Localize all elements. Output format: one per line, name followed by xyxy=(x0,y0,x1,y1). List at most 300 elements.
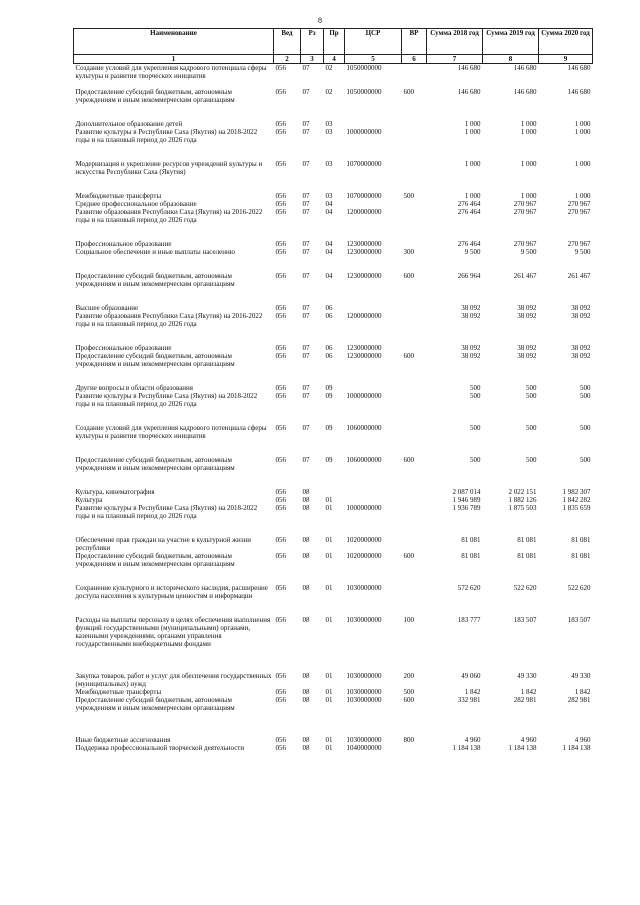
row-sum-2020: 1 000 xyxy=(574,119,591,128)
row-vr xyxy=(402,424,427,456)
row-csr: 1230000000 xyxy=(346,247,382,256)
row-name: Закупка товаров, работ и услуг для обеспечения государственных (муниципальных) нужд xyxy=(75,671,272,688)
row-ved: 056 xyxy=(275,583,286,592)
row-sum-2018: 183 777 xyxy=(457,615,481,624)
row-csr: 1040000000 xyxy=(346,743,382,752)
row-name: Развитие культуры в Республике Саха (Якутия) на 2018-2022 годы и на плановый период до 2026 года xyxy=(75,127,258,144)
row-sum-2018: 572 620 xyxy=(457,583,481,592)
row-vr xyxy=(402,536,427,552)
row-ved: 056 xyxy=(275,695,286,704)
row-pr: 01 xyxy=(325,671,333,680)
row-pr: 01 xyxy=(325,743,333,752)
row-rz: 07 xyxy=(302,391,310,400)
table-row xyxy=(74,672,593,688)
column-number: 3 xyxy=(301,55,324,64)
row-ved: 056 xyxy=(275,127,286,136)
row-sum-2018: 81 081 xyxy=(461,551,481,560)
row-pr: 01 xyxy=(325,735,333,744)
row-ved: 056 xyxy=(275,495,286,504)
table-row xyxy=(74,128,593,160)
row-sum-2019: 500 xyxy=(526,423,537,432)
row-sum-2019: 522 620 xyxy=(513,583,537,592)
row-pr: 03 xyxy=(325,191,333,200)
row-sum-2019: 9 500 xyxy=(520,247,537,256)
row-csr: 1050000000 xyxy=(346,64,382,72)
row-rz: 08 xyxy=(302,615,310,624)
table-row xyxy=(74,344,593,352)
row-csr: 1000000000 xyxy=(346,127,382,136)
row-sum-2019: 38 092 xyxy=(517,343,537,352)
row-rz: 07 xyxy=(302,207,310,216)
column-number: 1 xyxy=(74,55,274,64)
row-sum-2019: 38 092 xyxy=(517,311,537,320)
row-sum-2018: 266 964 xyxy=(457,271,481,280)
table-row xyxy=(74,120,593,128)
row-pr: 04 xyxy=(325,247,333,256)
row-name: Развитие культуры в Республике Саха (Якутия) на 2018-2022 годы и на плановый период до 2026 года xyxy=(75,391,258,408)
row-ved: 056 xyxy=(275,271,286,280)
row-sum-2018: 332 981 xyxy=(457,695,481,704)
row-vr: 500 xyxy=(403,191,414,200)
row-rz: 08 xyxy=(302,687,310,696)
row-sum-2018: 4 960 xyxy=(464,735,481,744)
row-ved: 056 xyxy=(275,303,286,312)
row-csr: 1030000000 xyxy=(346,671,382,680)
row-vr: 600 xyxy=(403,271,414,280)
row-name: Культура, кинематография xyxy=(75,487,155,496)
row-rz: 07 xyxy=(302,239,310,248)
row-rz: 07 xyxy=(302,343,310,352)
table-row xyxy=(74,312,593,344)
row-vr: 100 xyxy=(403,615,414,624)
table-row xyxy=(74,88,593,120)
table-row xyxy=(74,384,593,392)
row-ved: 056 xyxy=(275,735,286,744)
row-sum-2020: 500 xyxy=(580,391,591,400)
row-name: Межбюджетные трансферты xyxy=(75,191,162,200)
row-vr xyxy=(402,304,427,312)
row-ved: 056 xyxy=(275,487,286,496)
column-number: 9 xyxy=(539,55,593,64)
row-name: Предоставление субсидий бюджетным, автономным учреждениям и иным некоммерческим организациям xyxy=(75,351,235,368)
row-sum-2018: 38 092 xyxy=(461,351,481,360)
row-ved: 056 xyxy=(275,535,286,544)
row-rz: 07 xyxy=(302,351,310,360)
row-vr xyxy=(402,200,427,208)
header-sum-2019: Сумма 2019 год xyxy=(483,29,539,55)
table-row xyxy=(74,352,593,384)
row-csr: 1000000000 xyxy=(346,391,382,400)
row-csr: 1030000000 xyxy=(346,695,382,704)
table-row xyxy=(74,160,593,192)
row-csr: 1230000000 xyxy=(346,271,382,280)
row-ved: 056 xyxy=(275,423,286,432)
row-sum-2019: 1 882 126 xyxy=(508,495,537,504)
row-sum-2020: 1 184 138 xyxy=(562,743,591,752)
row-sum-2019: 146 680 xyxy=(513,64,537,72)
row-csr xyxy=(345,384,402,392)
table-row xyxy=(74,240,593,248)
row-pr xyxy=(324,488,345,496)
row-ved: 056 xyxy=(275,247,286,256)
row-rz: 08 xyxy=(302,503,310,512)
row-vr: 500 xyxy=(403,687,414,696)
row-sum-2018: 276 464 xyxy=(457,207,481,216)
row-sum-2019: 270 967 xyxy=(513,207,537,216)
table-row xyxy=(74,392,593,424)
row-sum-2020: 1 842 282 xyxy=(562,495,591,504)
row-rz: 08 xyxy=(302,535,310,544)
row-csr: 1230000000 xyxy=(346,239,382,248)
row-ved: 056 xyxy=(275,64,286,72)
row-rz: 07 xyxy=(302,455,310,464)
row-sum-2020: 146 680 xyxy=(567,87,591,96)
row-sum-2018: 49 060 xyxy=(461,671,481,680)
row-pr: 01 xyxy=(325,503,333,512)
row-sum-2019: 270 967 xyxy=(513,199,537,208)
column-number: 7 xyxy=(427,55,483,64)
header-sum-2020: Сумма 2020 год xyxy=(539,29,593,55)
row-sum-2020: 1 835 659 xyxy=(562,503,591,512)
row-rz: 07 xyxy=(302,199,310,208)
row-rz: 08 xyxy=(302,551,310,560)
header-ved: Вед xyxy=(274,29,301,55)
row-sum-2020: 500 xyxy=(580,383,591,392)
table-header-row xyxy=(74,29,593,55)
row-csr: 1060000000 xyxy=(346,423,382,432)
row-vr xyxy=(402,744,427,760)
row-name: Создание условий для укрепления кадрового потенциала сферы культуры и развития творческих инициатив xyxy=(75,423,267,440)
row-pr: 01 xyxy=(325,535,333,544)
row-csr xyxy=(345,496,402,504)
table-row xyxy=(74,424,593,456)
row-name: Межбюджетные трансферты xyxy=(75,687,162,696)
row-sum-2018: 1 000 xyxy=(464,127,481,136)
row-vr xyxy=(402,504,427,536)
table-row xyxy=(74,696,593,736)
row-rz: 08 xyxy=(302,583,310,592)
row-ved: 056 xyxy=(275,743,286,752)
row-csr: 1020000000 xyxy=(346,551,382,560)
row-name: Предоставление субсидий бюджетным, автономным учреждениям и иным некоммерческим организациям xyxy=(75,87,235,104)
row-rz: 07 xyxy=(302,311,310,320)
row-pr: 01 xyxy=(325,583,333,592)
row-sum-2020: 1 000 xyxy=(574,191,591,200)
table-row xyxy=(74,456,593,488)
row-csr: 1050000000 xyxy=(346,87,382,96)
row-pr: 01 xyxy=(325,551,333,560)
row-pr: 04 xyxy=(325,239,333,248)
page-number: 8 xyxy=(318,16,322,25)
row-ved: 056 xyxy=(275,311,286,320)
row-sum-2019: 500 xyxy=(526,383,537,392)
header-rz: Рз xyxy=(301,29,324,55)
column-number-row xyxy=(74,55,593,64)
row-sum-2019: 282 981 xyxy=(513,695,537,704)
row-vr xyxy=(402,128,427,160)
table-row xyxy=(74,504,593,536)
row-vr: 600 xyxy=(403,551,414,560)
row-vr: 800 xyxy=(403,735,414,744)
row-pr: 06 xyxy=(325,303,333,312)
row-sum-2018: 146 680 xyxy=(457,64,481,72)
row-pr: 03 xyxy=(325,127,333,136)
row-vr xyxy=(402,584,427,616)
row-sum-2020: 81 081 xyxy=(571,535,591,544)
row-sum-2018: 38 092 xyxy=(461,343,481,352)
row-sum-2020: 500 xyxy=(580,455,591,464)
header-vr: ВР xyxy=(402,29,427,55)
row-sum-2018: 1 000 xyxy=(464,191,481,200)
row-sum-2019: 49 330 xyxy=(517,671,537,680)
table-row xyxy=(74,200,593,208)
row-pr: 01 xyxy=(325,615,333,624)
row-name: Предоставление субсидий бюджетным, автономным учреждениям и иным некоммерческим организациям xyxy=(75,271,235,288)
row-sum-2019: 38 092 xyxy=(517,351,537,360)
row-sum-2020: 4 960 xyxy=(574,735,591,744)
row-sum-2020: 81 081 xyxy=(571,551,591,560)
row-name: Иные бюджетные ассигнования xyxy=(75,735,171,744)
row-csr: 1070000000 xyxy=(346,191,382,200)
row-pr: 09 xyxy=(325,455,333,464)
row-rz: 07 xyxy=(302,87,310,96)
row-sum-2020: 38 092 xyxy=(571,351,591,360)
row-sum-2019: 500 xyxy=(526,391,537,400)
row-pr: 03 xyxy=(325,119,333,128)
row-rz: 08 xyxy=(302,743,310,752)
row-sum-2020: 261 467 xyxy=(567,271,591,280)
row-sum-2018: 500 xyxy=(470,391,481,400)
row-ved: 056 xyxy=(275,159,286,168)
row-sum-2019: 1 842 xyxy=(520,687,537,696)
row-name: Развитие образования Республики Саха (Якутия) на 2016-2022 годы и на плановый период до 2026 года xyxy=(75,311,263,328)
row-ved: 056 xyxy=(275,383,286,392)
row-rz: 07 xyxy=(302,271,310,280)
row-sum-2019: 1 000 xyxy=(520,191,537,200)
row-rz: 07 xyxy=(302,127,310,136)
row-rz: 08 xyxy=(302,495,310,504)
header-name: Наименование xyxy=(74,29,274,55)
row-ved: 056 xyxy=(275,119,286,128)
row-sum-2018: 38 092 xyxy=(461,303,481,312)
column-number: 2 xyxy=(274,55,301,64)
row-csr: 1030000000 xyxy=(346,687,382,696)
row-sum-2020: 270 967 xyxy=(567,239,591,248)
row-pr: 02 xyxy=(325,64,333,72)
row-ved: 056 xyxy=(275,551,286,560)
row-sum-2018: 2 087 014 xyxy=(452,487,481,496)
row-pr: 04 xyxy=(325,207,333,216)
row-sum-2020: 146 680 xyxy=(567,64,591,72)
row-ved: 056 xyxy=(275,207,286,216)
row-sum-2019: 1 000 xyxy=(520,159,537,168)
row-name: Другие вопросы в области образования xyxy=(75,383,194,392)
row-name: Предоставление субсидий бюджетным, автономным учреждениям и иным некоммерческим организациям xyxy=(75,695,235,712)
row-vr xyxy=(402,240,427,248)
row-sum-2019: 1 000 xyxy=(520,127,537,136)
row-sum-2018: 500 xyxy=(470,455,481,464)
row-sum-2020: 270 967 xyxy=(567,199,591,208)
row-pr: 04 xyxy=(325,199,333,208)
header-pr: Пр xyxy=(324,29,345,55)
row-sum-2020: 38 092 xyxy=(571,311,591,320)
table-row xyxy=(74,552,593,584)
row-vr xyxy=(402,160,427,192)
row-vr xyxy=(402,208,427,240)
table-row xyxy=(74,736,593,744)
row-sum-2018: 500 xyxy=(470,383,481,392)
table-row xyxy=(74,744,593,760)
row-vr xyxy=(402,488,427,496)
row-sum-2018: 146 680 xyxy=(457,87,481,96)
table-row xyxy=(74,208,593,240)
row-vr: 300 xyxy=(403,247,414,256)
row-sum-2020: 183 507 xyxy=(567,615,591,624)
row-ved: 056 xyxy=(275,615,286,624)
row-sum-2020: 49 330 xyxy=(571,671,591,680)
row-name: Развитие культуры в Республике Саха (Якутия) на 2018-2022 годы и на плановый период до 2026 года xyxy=(75,503,258,520)
row-pr: 02 xyxy=(325,87,333,96)
row-sum-2019: 1 184 138 xyxy=(508,743,537,752)
row-vr: 600 xyxy=(403,87,414,96)
row-vr: 600 xyxy=(403,351,414,360)
budget-table xyxy=(73,28,593,760)
row-name: Обеспечение прав граждан на участие в культурной жизни республики xyxy=(75,535,251,552)
row-csr: 1020000000 xyxy=(346,535,382,544)
row-sum-2018: 1 936 789 xyxy=(452,503,481,512)
row-csr: 1200000000 xyxy=(346,207,382,216)
row-sum-2018: 9 500 xyxy=(464,247,481,256)
row-csr: 1030000000 xyxy=(346,615,382,624)
row-sum-2018: 38 092 xyxy=(461,311,481,320)
row-sum-2019: 2 022 151 xyxy=(508,487,537,496)
table-row xyxy=(74,192,593,200)
row-ved: 056 xyxy=(275,503,286,512)
row-sum-2020: 9 500 xyxy=(574,247,591,256)
row-csr xyxy=(345,488,402,496)
table-row xyxy=(74,248,593,272)
row-rz: 07 xyxy=(302,247,310,256)
column-number: 6 xyxy=(402,55,427,64)
row-name: Высшее образование xyxy=(75,303,139,312)
row-csr xyxy=(345,200,402,208)
row-ved: 056 xyxy=(275,687,286,696)
row-sum-2019: 146 680 xyxy=(513,87,537,96)
column-number: 5 xyxy=(345,55,402,64)
row-rz: 07 xyxy=(302,303,310,312)
row-sum-2018: 276 464 xyxy=(457,239,481,248)
row-name: Профессиональное образование xyxy=(75,239,172,248)
row-ved: 056 xyxy=(275,671,286,680)
row-sum-2018: 1 946 989 xyxy=(452,495,481,504)
row-ved: 056 xyxy=(275,239,286,248)
row-name: Расходы на выплаты персоналу в целях обеспечения выполнения функций государственными (муниципальными) органами, казенными учреждениями, органами управления государственными внебюджетными фондами xyxy=(75,615,271,648)
row-pr: 01 xyxy=(325,687,333,696)
table-row xyxy=(74,688,593,696)
row-sum-2020: 500 xyxy=(580,423,591,432)
row-name: Развитие образования Республики Саха (Якутия) на 2016-2022 годы и на плановый период до 2026 года xyxy=(75,207,263,224)
row-pr: 09 xyxy=(325,383,333,392)
row-sum-2020: 38 092 xyxy=(571,343,591,352)
table-row xyxy=(74,272,593,304)
header-csr: ЦСР xyxy=(345,29,402,55)
row-rz: 07 xyxy=(302,423,310,432)
row-sum-2019: 1 000 xyxy=(520,119,537,128)
row-vr: 600 xyxy=(403,455,414,464)
row-vr xyxy=(402,312,427,344)
table-body xyxy=(74,64,593,760)
row-rz: 08 xyxy=(302,487,310,496)
row-name: Создание условий для укрепления кадрового потенциала сферы культуры и развития творческих инициатив xyxy=(75,64,267,80)
row-pr: 03 xyxy=(325,159,333,168)
row-rz: 08 xyxy=(302,735,310,744)
row-sum-2018: 1 184 138 xyxy=(452,743,481,752)
row-csr: 1060000000 xyxy=(346,455,382,464)
row-name: Сохранение культурного и исторического наследия, расширение доступа населения к культурным ценностям и информации xyxy=(75,583,268,600)
row-sum-2019: 500 xyxy=(526,455,537,464)
row-sum-2019: 270 967 xyxy=(513,239,537,248)
row-name: Предоставление субсидий бюджетным, автономным учреждениям и иным некоммерческим организациям xyxy=(75,551,235,568)
row-sum-2019: 81 081 xyxy=(517,551,537,560)
column-number: 8 xyxy=(483,55,539,64)
row-csr: 1030000000 xyxy=(346,735,382,744)
row-pr: 01 xyxy=(325,495,333,504)
row-csr xyxy=(345,120,402,128)
row-csr: 1200000000 xyxy=(346,311,382,320)
row-ved: 056 xyxy=(275,391,286,400)
row-sum-2020: 522 620 xyxy=(567,583,591,592)
table-row xyxy=(74,496,593,504)
row-rz: 07 xyxy=(302,191,310,200)
row-csr: 1230000000 xyxy=(346,351,382,360)
row-sum-2018: 81 081 xyxy=(461,535,481,544)
row-sum-2018: 276 464 xyxy=(457,199,481,208)
row-name: Среднее профессиональное образование xyxy=(75,199,197,208)
row-sum-2019: 38 092 xyxy=(517,303,537,312)
row-csr: 1070000000 xyxy=(346,159,382,168)
table-row xyxy=(74,536,593,552)
row-sum-2018: 500 xyxy=(470,423,481,432)
row-rz: 08 xyxy=(302,671,310,680)
row-name: Профессиональное образование xyxy=(75,343,172,352)
row-ved: 056 xyxy=(275,199,286,208)
row-pr: 04 xyxy=(325,271,333,280)
table-row xyxy=(74,584,593,616)
table-row xyxy=(74,616,593,672)
row-ved: 056 xyxy=(275,455,286,464)
row-sum-2019: 4 960 xyxy=(520,735,537,744)
header-sum-2018: Сумма 2018 год xyxy=(427,29,483,55)
row-rz: 08 xyxy=(302,695,310,704)
row-ved: 056 xyxy=(275,343,286,352)
row-vr xyxy=(402,344,427,352)
row-vr xyxy=(402,384,427,392)
column-number: 4 xyxy=(324,55,345,64)
row-csr: 1030000000 xyxy=(346,583,382,592)
row-sum-2020: 1 982 307 xyxy=(562,487,591,496)
row-pr: 06 xyxy=(325,311,333,320)
row-sum-2019: 183 507 xyxy=(513,615,537,624)
table-row xyxy=(74,488,593,496)
row-sum-2018: 1 000 xyxy=(464,159,481,168)
row-sum-2020: 1 842 xyxy=(574,687,591,696)
row-rz: 07 xyxy=(302,64,310,72)
row-name: Культура xyxy=(75,495,103,504)
row-vr: 600 xyxy=(403,695,414,704)
row-name: Поддержка профессиональной творческой деятельности xyxy=(75,743,245,752)
row-ved: 056 xyxy=(275,351,286,360)
row-name: Дополнительное образование детей xyxy=(75,119,183,128)
